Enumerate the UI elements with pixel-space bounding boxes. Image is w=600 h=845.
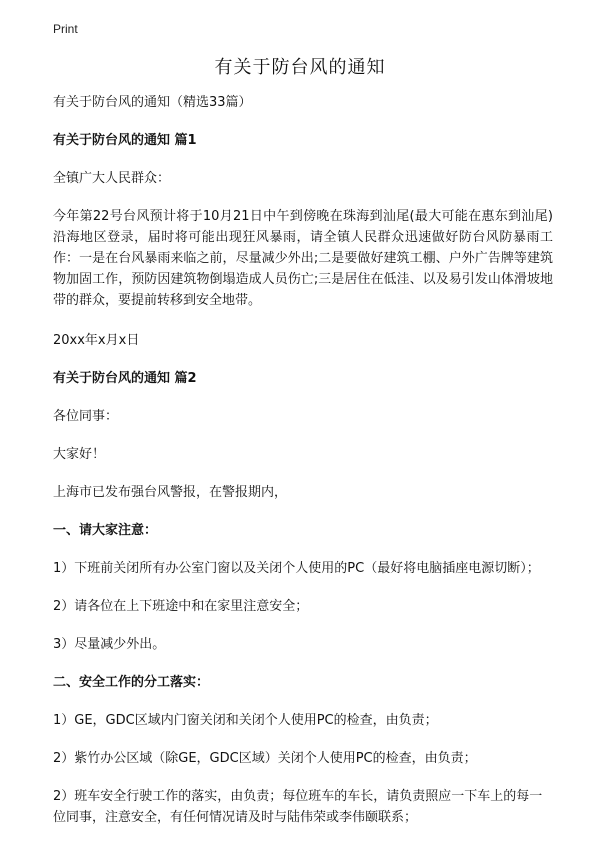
article-2-intro: 上海市已发布强台风警报，在警报期内， xyxy=(53,485,288,500)
print-link[interactable]: Print xyxy=(53,22,78,36)
section-1-heading: 一、请大家注意： xyxy=(53,523,158,538)
article-1-body: 今年第22号台风预计将于10月21日中午到傍晚在珠海到汕尾(最大可能在惠东到汕尾)沿海地区登录，届时将可能出现狂风暴雨，请全镇人民群众迅速做好防台风防暴雨工作：一是在台风暴雨来临之前，尽量减少外出;二是要做好建筑工棚、户外广告牌等建筑物加固工作，预防因建筑物倒塌造成人员伤亡;三是居住在低洼、以及易引发山体滑坡地带的群众，要提前转移到安全地带。 xyxy=(53,209,553,308)
section-2-item: 1）GE，GDC区域内门窗关闭和关闭个人使用PC的检查，由负责； xyxy=(53,713,438,728)
section-2-item: 2）紫竹办公区域（除GE，GDC区域）关闭个人使用PC的检查，由负责； xyxy=(53,751,477,766)
article-2-salutation: 各位同事： xyxy=(53,409,119,424)
article-2-heading: 有关于防台风的通知 篇2 xyxy=(53,371,197,386)
article-2-greeting: 大家好！ xyxy=(53,447,106,462)
article-1-date: 20xx年x月x日 xyxy=(53,333,140,348)
section-1-item: 3）尽量减少外出。 xyxy=(53,637,166,652)
page-title: 有关于防台风的通知 xyxy=(214,57,386,78)
section-2-heading: 二、安全工作的分工落实： xyxy=(53,675,210,690)
article-1-heading: 有关于防台风的通知 篇1 xyxy=(53,133,197,148)
article-1-salutation: 全镇广大人民群众： xyxy=(53,171,171,186)
document-body xyxy=(53,92,553,845)
section-1-item: 2）请各位在上下班途中和在家里注意安全； xyxy=(53,599,309,614)
document-subtitle: 有关于防台风的通知（精选33篇） xyxy=(53,95,252,110)
section-1-item: 1）下班前关闭所有办公室门窗以及关闭个人使用的PC（最好将电脑插座电源切断）； xyxy=(53,561,540,576)
section-2-item: 2）班车安全行驶工作的落实，由负责；每位班车的车长，请负责照应一下车上的每一位同事，注意安全，有任何情况请及时与陆伟荣或李伟颐联系； xyxy=(53,789,543,825)
